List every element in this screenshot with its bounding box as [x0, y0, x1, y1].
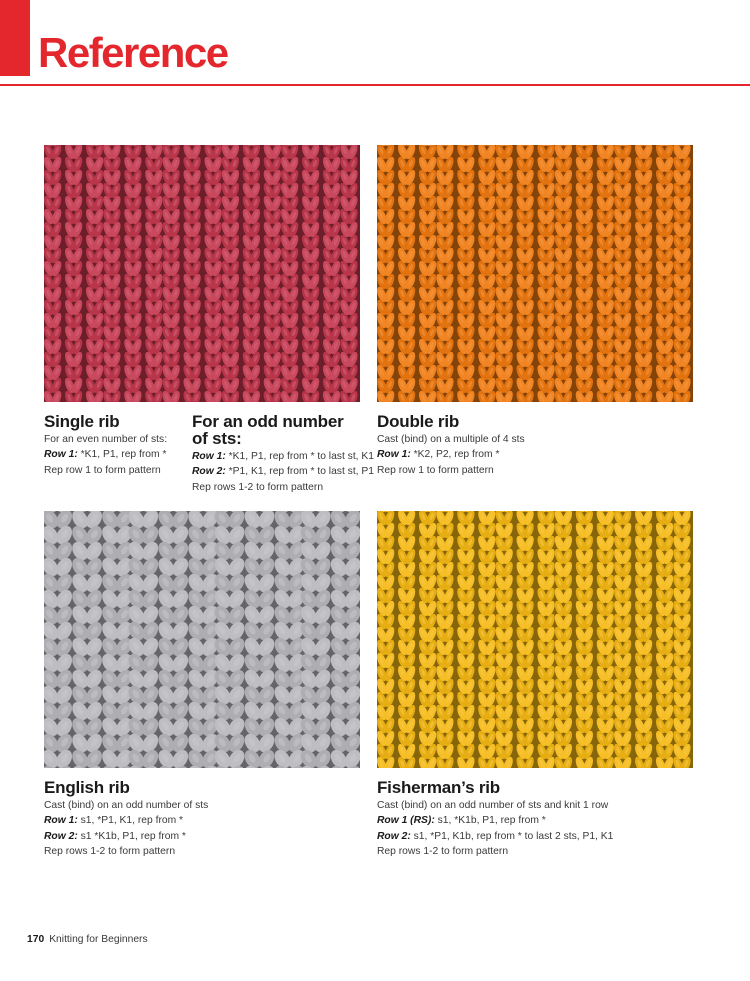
- single-rib-title: Single rib: [44, 412, 120, 431]
- odd-number-pattern: [192, 413, 374, 495]
- pattern-line: Rep rows 1-2 to form pattern: [377, 846, 509, 858]
- pattern-line: Rep rows 1-2 to form pattern: [192, 481, 324, 493]
- english-rib-pattern: [44, 779, 208, 860]
- single-rib-swatch-image: [44, 145, 360, 402]
- fishermans-rib-swatch-image: [377, 511, 693, 768]
- english-rib-title: English rib: [44, 778, 130, 797]
- double-rib-title: Double rib: [377, 412, 460, 431]
- pattern-line: Row 1 (RS): s1, *K1b, P1, rep from *: [377, 815, 546, 827]
- double-rib-pattern: [377, 413, 525, 478]
- pattern-line: Row 1: *K1, P1, rep from *: [44, 449, 167, 461]
- odd-number-title: For an odd number of sts:: [192, 412, 344, 448]
- pattern-line: Row 1: *K1, P1, rep from * to last st, K1: [192, 451, 374, 462]
- header-red-tab: [0, 0, 30, 76]
- single-rib-pattern: [44, 413, 167, 478]
- double-rib-swatch-image: [377, 145, 693, 402]
- fishermans-rib-title: Fisherman’s rib: [377, 778, 500, 797]
- pattern-line: Row 2: *P1, K1, rep from * to last st, P1: [192, 466, 374, 478]
- page-number: 170: [27, 934, 45, 945]
- pattern-line: Rep row 1 to form pattern: [377, 464, 494, 476]
- pattern-line: Cast (bind) on a multiple of 4 sts: [377, 434, 525, 445]
- pattern-line: Row 1: *K2, P2, rep from *: [377, 449, 500, 461]
- pattern-line: Rep row 1 to form pattern: [44, 464, 161, 476]
- page-title: Reference: [38, 29, 228, 76]
- book-title: Knitting for Beginners: [49, 934, 148, 945]
- pattern-line: Row 2: s1, *P1, K1b, rep from * to last 2 sts, P1, K1: [377, 830, 614, 842]
- pattern-line: Row 2: s1 *K1b, P1, rep from *: [44, 830, 186, 842]
- pattern-line: Cast (bind) on an odd number of sts and knit 1 row: [377, 800, 609, 811]
- pattern-line: For an even number of sts:: [44, 434, 168, 445]
- header-rule: [0, 84, 750, 86]
- pattern-line: Rep rows 1-2 to form pattern: [44, 846, 176, 858]
- english-rib-swatch-image: [44, 511, 360, 768]
- page-footer: [27, 934, 148, 945]
- fishermans-rib-pattern: [377, 779, 613, 860]
- pattern-line: Row 1: s1, *P1, K1, rep from *: [44, 815, 184, 827]
- pattern-line: Cast (bind) on an odd number of sts: [44, 800, 209, 811]
